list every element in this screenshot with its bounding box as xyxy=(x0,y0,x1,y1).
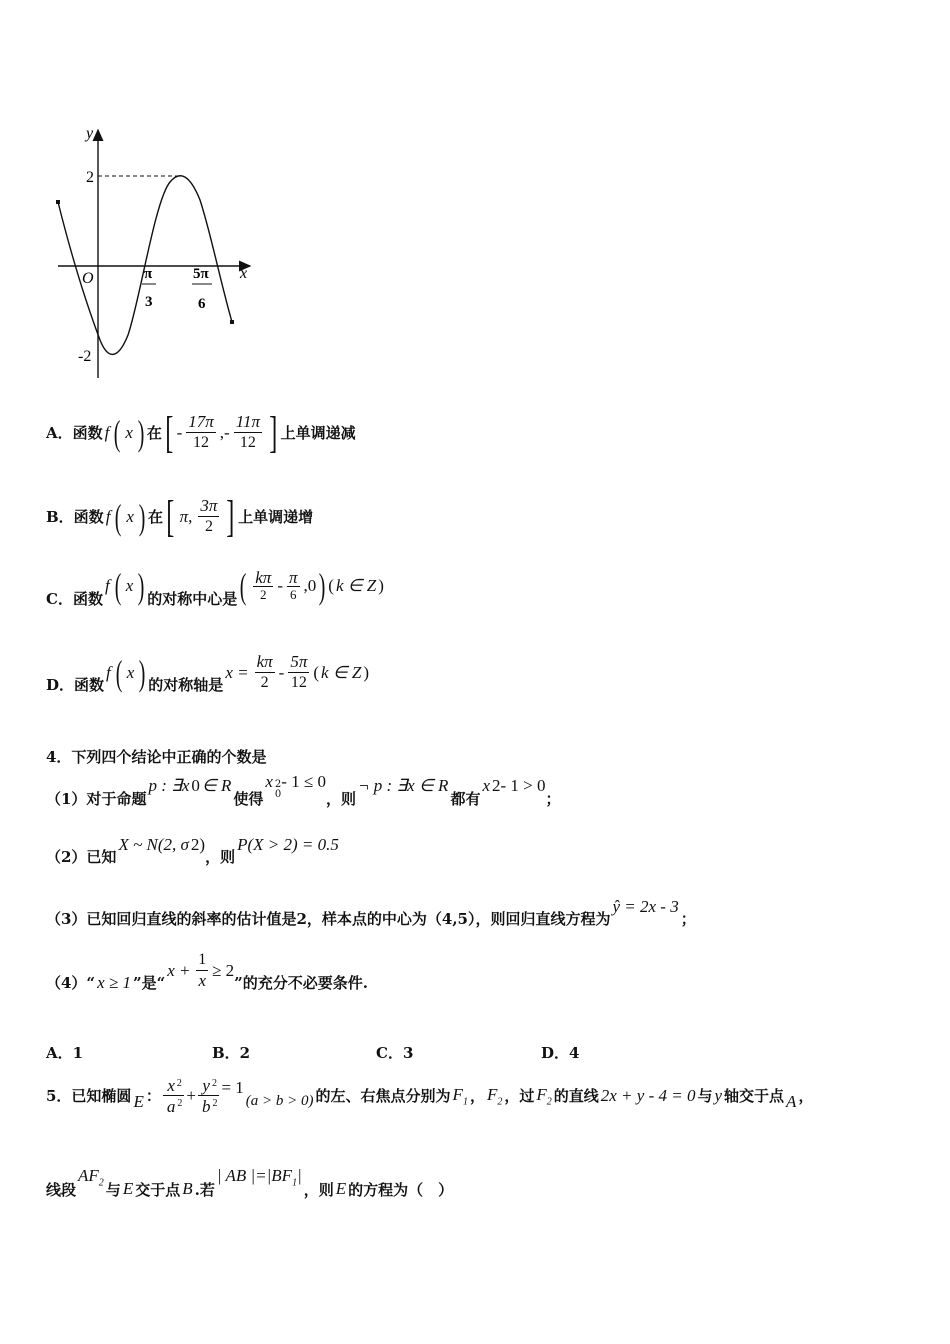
x-axis-label: x xyxy=(240,265,248,282)
q4-option-a: A．1 xyxy=(46,1044,84,1062)
frac-3pi-2: $\frac{3\pi}{2}$ xyxy=(200,496,218,535)
tick2-den: 6 xyxy=(198,296,206,312)
sine-graph xyxy=(40,120,270,390)
y-max-label: 2 xyxy=(86,169,94,186)
x-equals: x = xyxy=(225,662,249,682)
option-c-label: C．函数 xyxy=(46,589,103,608)
origin-label: O xyxy=(82,270,94,287)
q4-statement-3: （3）已知回归直线的斜率的估计值是2，样本点的中心为（4,5），则回归直线方程为 ŷ = 2x - 3 ； xyxy=(46,896,696,928)
fx-arg: x xyxy=(126,506,134,526)
option-a-tail: 上单调递减 xyxy=(280,424,356,442)
option-a-label: A．函数 xyxy=(46,424,103,442)
option-b-label: B．函数 xyxy=(46,508,104,526)
frac-kpi-2: $\frac{k\pi}{2}$ xyxy=(255,567,272,602)
fx-name: f xyxy=(104,422,110,442)
fx-arg: x xyxy=(125,422,133,442)
option-d-mid: 的对称轴是 xyxy=(148,676,224,694)
minus-sign: - xyxy=(176,422,183,442)
fx-arg: x xyxy=(125,576,134,595)
q5-line-2: 线段 $AF_2$ 与 E 交于点 B .若 | AB $|=|BF_1|$ ，则 E 的方程为（ ） xyxy=(46,1166,454,1199)
y-min-label: -2 xyxy=(78,348,92,365)
q3-option-b: B．函数 f ( x ) 在 [ π, $\frac{3\pi}{2}$ ] 上单调递增 xyxy=(46,491,314,541)
right-endpoint xyxy=(230,320,234,324)
tick1-den: 3 xyxy=(145,294,153,310)
y-axis-label: y xyxy=(86,125,94,142)
frac-17pi-12: $\frac{17\pi}{12}$ xyxy=(188,412,214,451)
minus-sign-2: - xyxy=(224,422,230,442)
frac-5pi-12: $\frac{5\pi}{12}$ xyxy=(290,652,308,691)
minus-sign: - xyxy=(277,576,283,595)
k-in-z: k ∈ Z xyxy=(321,662,362,682)
tick1-num: π xyxy=(144,266,153,282)
q3-option-d: D．函数 f ( x ) 的对称轴是 x = $\frac{k\pi}{2}$ - $\frac{5\pi}{12}$ ( k ∈ Z ) xyxy=(46,652,370,694)
left-endpoint xyxy=(56,200,60,204)
comma: , xyxy=(219,422,225,442)
k-in-z: k ∈ Z xyxy=(335,576,377,595)
frac-11pi-12: $\frac{11\pi}{12}$ xyxy=(235,412,260,451)
q4-statement-1: （1）对于命题 p : ∃x 0 ∈ R 使得 x 2 0 - 1 ≤ 0 ，则 ¬ p : ∃x ∈ R 都有 x 2 - 1 > 0 ； xyxy=(46,772,561,808)
q5-line-1: 5．已知椭圆 E ： $\frac{x ^2}{a ^2}$ + $\frac{y ^2}{b ^2}$ = 1 (a > b > 0) 的左、右焦点分别为 $F_1$ ， $F_2$ ，过 $F_2$ 的直线 2x + y - 4 = 0 与 y 轴交于点 A ， xyxy=(46,1076,814,1116)
fx-arg: x xyxy=(126,662,135,682)
fx-name: f xyxy=(106,662,111,682)
fx-name: f xyxy=(105,506,111,526)
q4-option-b: B．2 xyxy=(212,1044,251,1062)
option-d-label: D．函数 xyxy=(46,676,105,694)
q4-statement-2: （2）已知 X ~ N(2, σ 2 ) ，则 P(X > 2) = 0.5 xyxy=(46,834,339,866)
option-b-tail: 上单调递增 xyxy=(238,508,314,526)
pi-start: π, xyxy=(179,506,193,526)
frac-x2-a2: $\frac{x ^2}{a ^2}$ xyxy=(163,1076,185,1116)
frac-pi-6: $\frac{\pi}{6}$ xyxy=(288,567,298,602)
zero-coord: ,0 xyxy=(303,576,317,595)
minus-sign: - xyxy=(278,662,285,682)
q4-option-d: D．4 xyxy=(541,1044,580,1062)
frac-kpi-2: $\frac{k\pi}{2}$ xyxy=(256,652,273,691)
in-word: 在 xyxy=(146,424,162,442)
option-c-mid: 的对称中心是 xyxy=(147,589,238,608)
fx-name: f xyxy=(104,576,110,595)
q4-option-c: C．3 xyxy=(376,1044,414,1062)
q3-option-a: A．函数 f ( x ) 在 [ - $\frac{17\pi}{12}$ , - $\frac{11\pi}{12}$ ] 上单调递减 xyxy=(46,407,356,457)
q4-statement-4: （4）“ x ≥ 1 ”是“ x + $\frac{1}{x}$ ≥ 2 ”的充分不必要条件. xyxy=(46,951,369,992)
q4-stem: 4．下列四个结论中正确的个数是 xyxy=(46,748,267,766)
in-word: 在 xyxy=(147,508,163,526)
frac-y2-b2: $\frac{y ^2}{b ^2}$ xyxy=(198,1076,220,1116)
frac-1-over-x: $\frac{1}{x}$ xyxy=(198,951,207,990)
tick2-num: 5π xyxy=(193,266,209,282)
q3-option-c: C．函数 f ( x ) 的对称中心是 ( $\frac{k\pi}{2}$ - $\frac{\pi}{6}$ ,0 ) ( k ∈ Z ) xyxy=(46,566,384,608)
